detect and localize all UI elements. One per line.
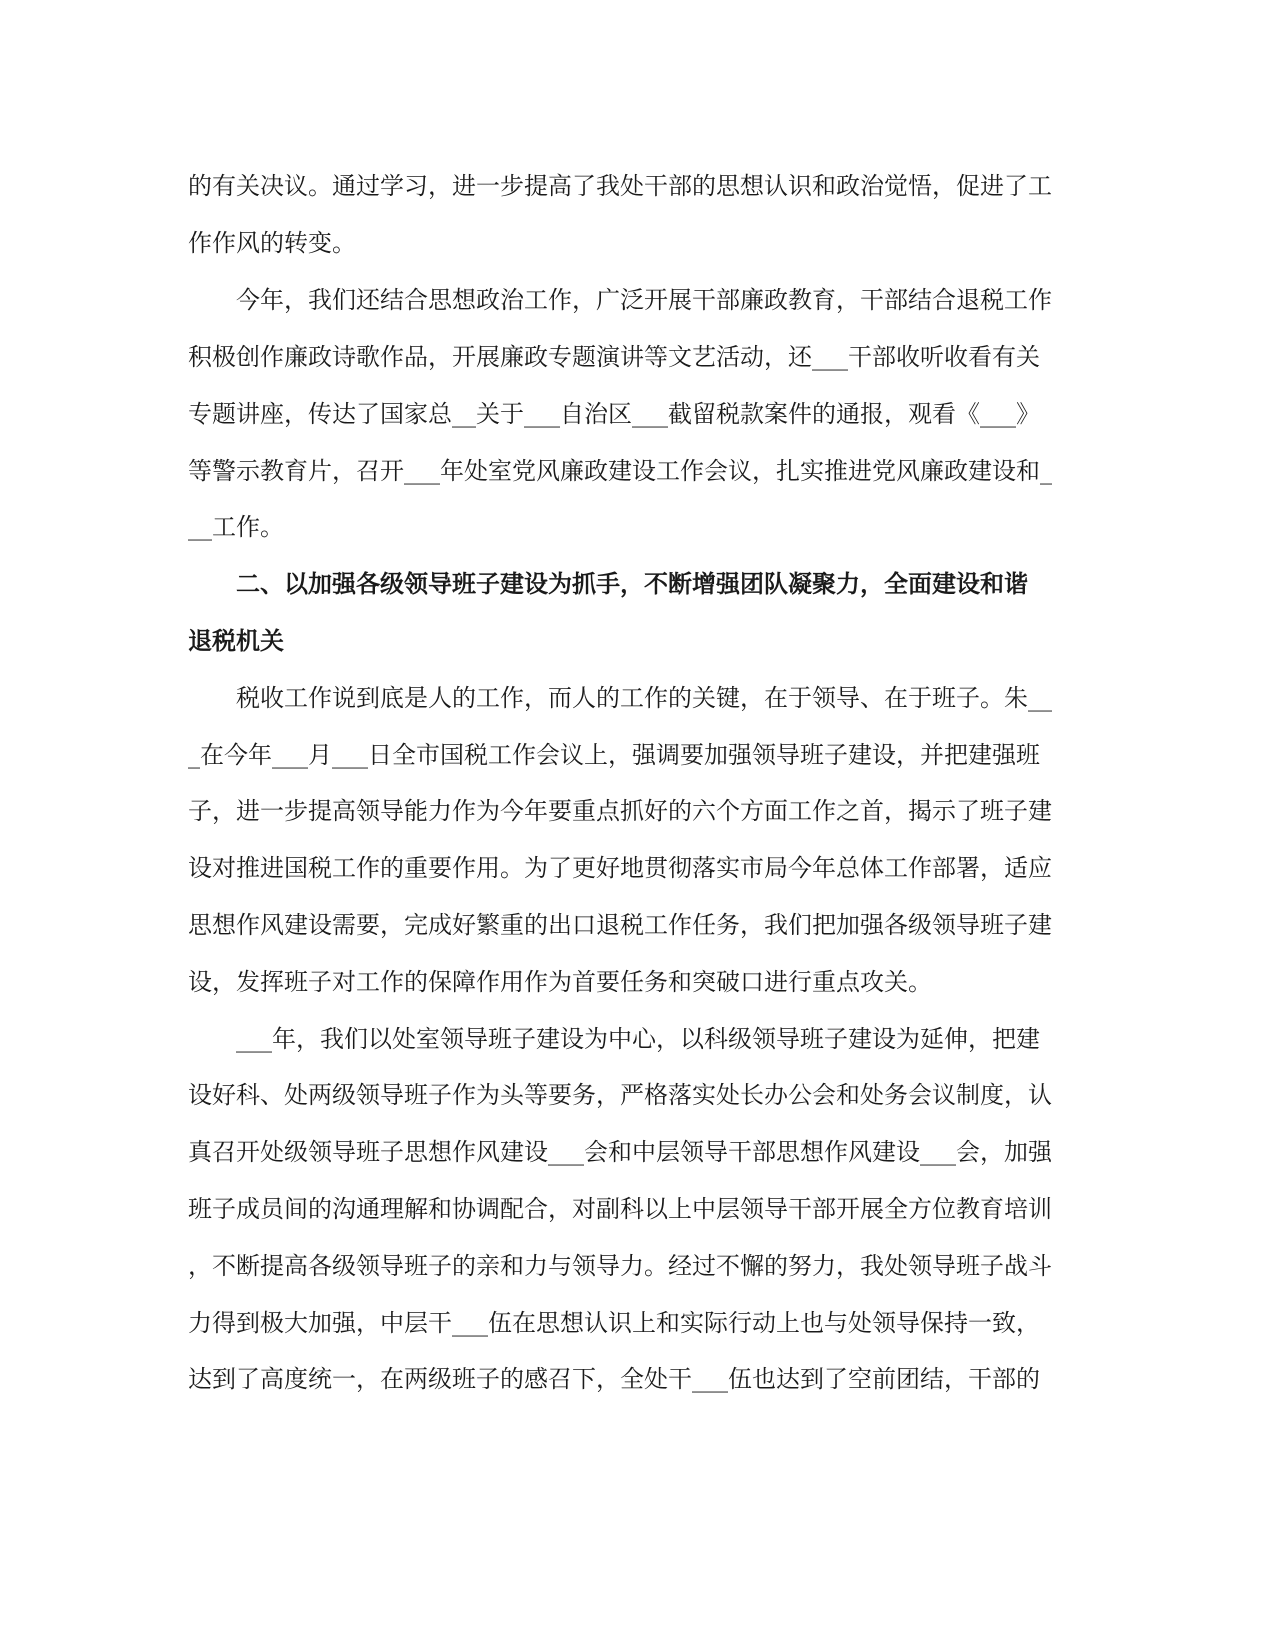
section-heading: 二、以加强各级领导班子建设为抓手，不断增强团队凝聚力，全面建设和谐 [236, 569, 1028, 598]
text-line: 积极创作廉政诗歌作品，开展廉政专题演讲等文艺活动，还___干部收听收看有关 [188, 343, 1040, 371]
text-line: __工作。 [188, 513, 284, 541]
text-line: 设对推进国税工作的重要作用。为了更好地贯彻落实市局今年总体工作部署，适应 [188, 854, 1052, 882]
text-line: 税收工作说到底是人的工作，而人的工作的关键，在于领导、在于班子。朱__ [236, 684, 1052, 712]
text-line: 专题讲座，传达了国家总__关于___自治区___截留税款案件的通报，观看《___》 [188, 400, 1040, 428]
text-line: ，不断提高各级领导班子的亲和力与领导力。经过不懈的努力，我处领导班子战斗 [188, 1252, 1052, 1280]
text-line: 今年，我们还结合思想政治工作，广泛开展干部廉政教育，干部结合退税工作 [236, 286, 1052, 314]
text-line: 作作风的转变。 [188, 229, 356, 257]
text-line: 设好科、处两级领导班子作为头等要务，严格落实处长办公会和处务会议制度，认 [188, 1081, 1052, 1109]
text-line: 班子成员间的沟通理解和协调配合，对副科以上中层领导干部开展全方位教育培训 [188, 1195, 1052, 1223]
section-heading: 退税机关 [188, 626, 284, 655]
text-line: 的有关决议。通过学习，进一步提高了我处干部的思想认识和政治觉悟，促进了工 [188, 172, 1052, 200]
text-line: 设，发挥班子对工作的保障作用作为首要任务和突破口进行重点攻关。 [188, 968, 932, 996]
text-line: ___年，我们以处室领导班子建设为中心，以科级领导班子建设为延伸，把建 [236, 1025, 1040, 1053]
text-line: 子，进一步提高领导能力作为今年要重点抓好的六个方面工作之首，揭示了班子建 [188, 797, 1052, 825]
text-line: _在今年___月___日全市国税工作会议上，强调要加强领导班子建设，并把建强班 [188, 741, 1040, 769]
text-line: 等警示教育片，召开___年处室党风廉政建设工作会议，扎实推进党风廉政建设和_ [188, 457, 1052, 485]
text-line: 思想作风建设需要，完成好繁重的出口退税工作任务，我们把加强各级领导班子建 [188, 911, 1052, 939]
text-line: 力得到极大加强，中层干___伍在思想认识上和实际行动上也与处领导保持一致， [188, 1309, 1040, 1337]
text-line: 达到了高度统一，在两级班子的感召下，全处干___伍也达到了空前团结，干部的 [188, 1365, 1040, 1393]
text-line: 真召开处级领导班子思想作风建设___会和中层领导干部思想作风建设___会，加强 [188, 1138, 1052, 1166]
